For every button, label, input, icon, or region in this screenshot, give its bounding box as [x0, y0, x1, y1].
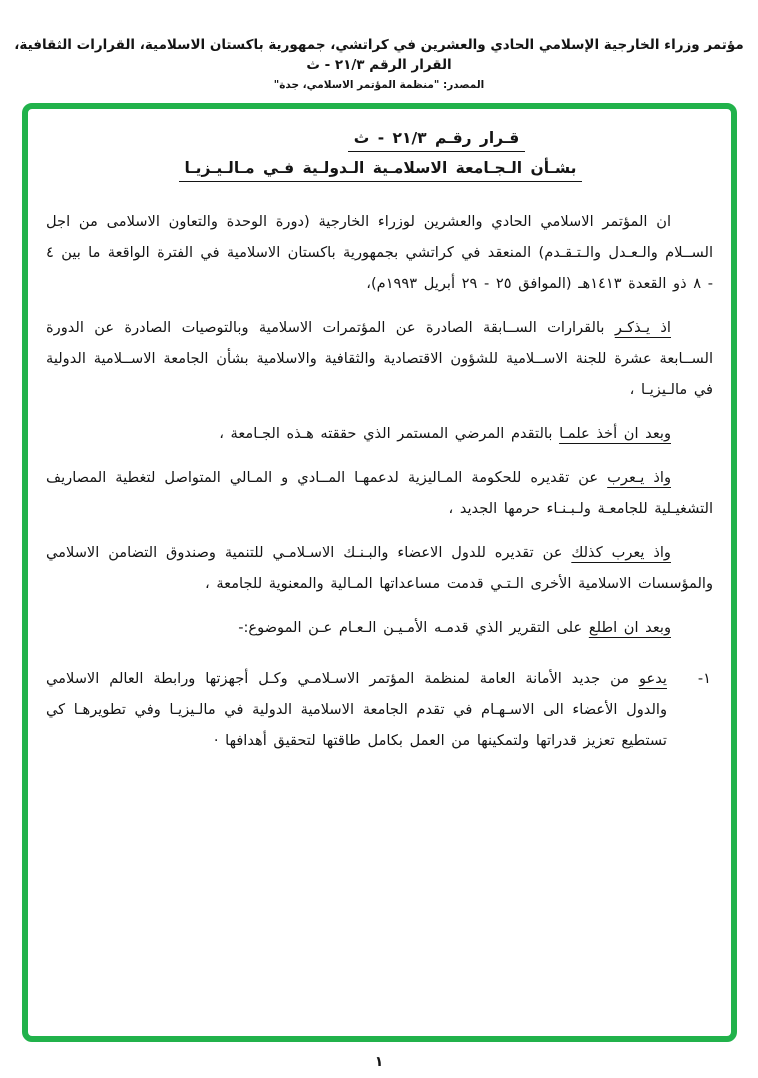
header-source-line: مؤتمر وزراء الخارجية الإسلامي الحادي والعشرين في كراتشي، جمهورية باكستان الاسلامية، القرارات الثقافية، القرار الرقم ٢١/٣ - ث: [14, 37, 744, 73]
paragraph-text: على التقرير الذي قدمـه الأمـيـن الـعـام عـن الموضوع:-: [238, 619, 589, 636]
paragraph-recalling: [46, 312, 713, 405]
paragraph-text: بالتقدم المرضي المستمر الذي حققته هـذه الجـامعة ،: [219, 425, 560, 442]
paragraph-having-reviewed: [46, 612, 713, 643]
paragraph-text: ان المؤتمر الاسلامي الحادي والعشرين لوزراء الخارجية (دورة الوحدة والتعاون الاسلامى من اجل الســلام والـعـدل والـتـقـدم) المنعقد في كراتشي بجمهورية باكستان الاسلامية في الفترة الواقعة ما بين ٤ - ٨ ذو القعدة ١٤١٣هـ (الموافق ٢٥ - ٢٩ أبريل ١٩٩٣م)،: [46, 213, 713, 292]
paragraph-text: عن تقديره للحكومة المـاليزية لدعمهـا المــادي و المـالي المتواصل لتغطية المصاريف التشغيـلية للجامعـة ولـبـنـاء حرمها الجديد ،: [46, 469, 713, 517]
paragraph-expressing-appreciation-also: [46, 537, 713, 599]
item-paragraph: [46, 663, 667, 756]
paragraph-text: عن تقديره للدول الاعضاء والبـنـك الاسـلامـي للتنمية وصندوق التضامن الاسلامي والمؤسسات الاسلامية الأخرى الـتـي قدمت مساعداتها المـالية والمعنوية للجامعة ،: [46, 544, 713, 592]
document-frame: [22, 103, 737, 1042]
paragraph-lead: وبعد ان اطلع: [588, 619, 671, 636]
paragraph-preamble: [46, 206, 713, 299]
page-number: ١: [374, 1054, 384, 1070]
resolution-subject-title: [44, 159, 717, 182]
header-source-subline: المصدر: "منظمة المؤتمر الاسلامي، جدة": [273, 79, 485, 92]
paragraph-lead: واذ يعرب كذلك: [571, 544, 671, 561]
resolution-number-title: [44, 129, 717, 152]
item-number: ١-: [697, 670, 711, 687]
paragraph-text: بالقرارات الســابقة الصادرة عن المؤتمرات الاسلامية وبالتوصيات الصادرة عن الدورة الســابعة عشرة للجنة الاســلامية للشؤون الاقتصادية والثقافية والاسلامية بشأن الجامعة الاســلامية الدولية في مالـيزيـا ،: [46, 319, 713, 398]
resolution-number-text: قـرار رقـم ٢١/٣ - ث: [348, 129, 526, 152]
paragraph-lead: وبعد ان أخذ علمـا: [559, 425, 671, 442]
item-lead: يدعو: [639, 670, 667, 687]
resolution-item-1: [46, 663, 713, 756]
document-header: [0, 36, 758, 91]
paragraph-having-noted: [46, 418, 713, 449]
item-text: من جديد الأمانة العامة لمنظمة المؤتمر الاسـلامـي وكـل أجهزتها ورابطة العالم الاسلامي والدول الأعضاء الى الاسـهـام في تقدم الجامعة الاسلامية الدولية في مالـيزيـا وفي تطويرهـا كي تستطيع تعزيز قدراتها ولتمكينها من العمل بكامل طاقتها لتحقيق أهدافها ·: [46, 670, 667, 749]
paragraph-lead: واذ يـعرب: [607, 469, 671, 486]
paragraph-lead: اذ يـذكـر: [614, 319, 671, 336]
paragraph-expressing-appreciation: [46, 462, 713, 524]
resolution-subject-text: بشـأن الـجـامعة الاسلامـية الـدولـية فـي مـالـيـزيـا: [179, 159, 583, 182]
